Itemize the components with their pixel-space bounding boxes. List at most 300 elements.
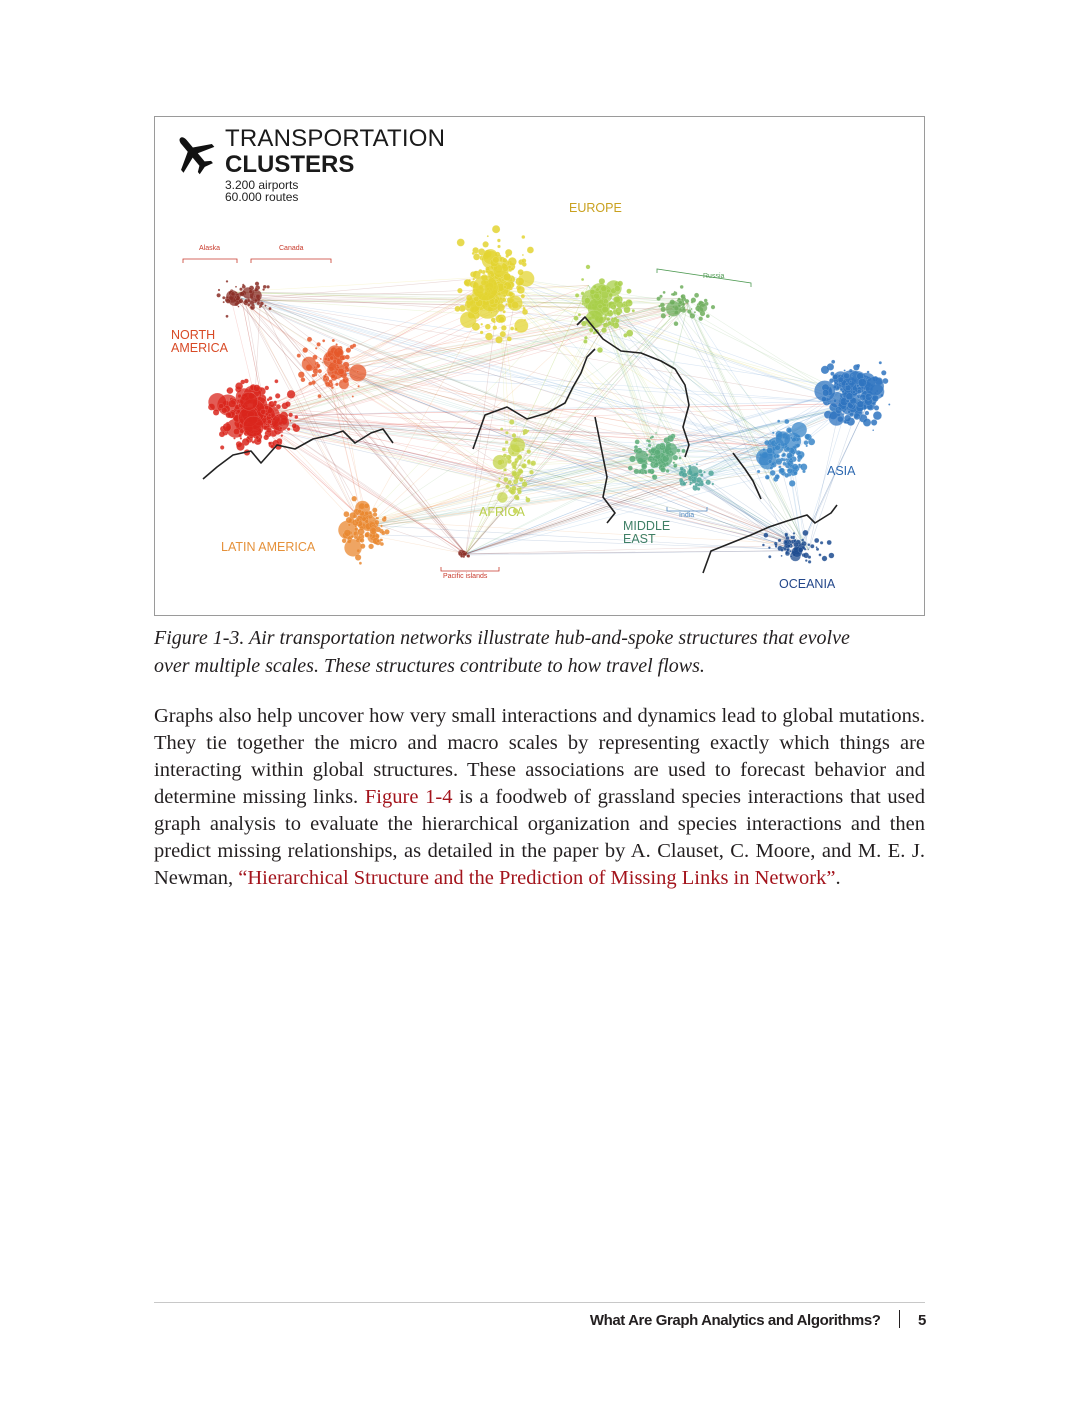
airport-node-asia bbox=[881, 370, 886, 375]
airport-node-india bbox=[708, 470, 714, 476]
figure-title-line2: CLUSTERS bbox=[225, 151, 355, 178]
airport-node-asia bbox=[865, 378, 867, 380]
airport-node-oceania bbox=[784, 541, 787, 544]
airport-node-europe-east bbox=[603, 299, 608, 304]
airport-node-alaska-canada bbox=[267, 285, 270, 288]
paragraph-text-3: . bbox=[835, 867, 841, 889]
airport-node-middle-east bbox=[643, 453, 645, 455]
airport-node-europe-east bbox=[582, 303, 584, 305]
airport-node-north-america-east bbox=[325, 373, 327, 375]
airport-node-asia-south bbox=[797, 454, 803, 460]
airport-node-latin-america bbox=[377, 540, 380, 543]
airport-node-middle-east bbox=[652, 475, 657, 480]
airport-node-asia bbox=[821, 366, 829, 374]
airport-node-india bbox=[682, 482, 686, 486]
airport-node-middle-east bbox=[673, 462, 675, 464]
airport-node-middle-east bbox=[646, 454, 649, 457]
airport-node-middle-east bbox=[673, 464, 677, 468]
route-edge bbox=[366, 534, 809, 550]
airport-node-asia bbox=[865, 393, 872, 400]
airport-node-asia-south bbox=[784, 419, 789, 424]
airport-node-europe bbox=[496, 279, 498, 281]
airport-node-india bbox=[680, 467, 684, 471]
airport-node-europe-east bbox=[603, 323, 608, 328]
airport-node-oceania bbox=[781, 549, 784, 552]
airport-node-europe bbox=[503, 273, 511, 281]
airport-node-oceania bbox=[775, 545, 777, 547]
airport-node-north-america bbox=[289, 420, 291, 422]
airport-node-russia bbox=[694, 293, 699, 298]
footer-separator bbox=[899, 1310, 901, 1328]
airport-node-latin-america bbox=[359, 562, 362, 565]
airport-node-asia bbox=[840, 388, 843, 391]
airport-node-north-america bbox=[261, 409, 266, 414]
airport-node-asia-south bbox=[792, 464, 798, 470]
airport-node-north-america bbox=[223, 423, 232, 432]
airport-node-asia-south bbox=[764, 440, 769, 445]
airport-node-europe-east bbox=[587, 296, 589, 298]
airport-node-asia-south bbox=[786, 447, 790, 451]
airport-node-north-america bbox=[276, 415, 278, 417]
airport-node-oceania bbox=[829, 553, 835, 559]
airport-node-alaska-canada bbox=[257, 302, 260, 305]
airport-node-asia-south bbox=[763, 448, 766, 451]
airport-node-latin-america bbox=[355, 554, 361, 560]
paragraph-text-2: is a foodweb of grassland species interactions that used graph analysis to evaluate the hierarchical organization and species interactions and then predict missing relationships, as detailed in the paper by A. Clauset, C. Moore, and M. E. J. Newman, bbox=[154, 786, 925, 889]
airport-node-europe-east bbox=[601, 328, 606, 333]
airport-node-middle-east bbox=[634, 469, 639, 474]
airport-node-latin-america bbox=[352, 496, 357, 501]
airport-node-middle-east bbox=[635, 450, 648, 463]
airport-node-north-america bbox=[213, 409, 219, 415]
airport-node-alaska-canada bbox=[231, 292, 235, 296]
airport-node-north-america bbox=[287, 428, 290, 431]
airport-node-oceania bbox=[808, 560, 811, 563]
airport-node-europe-east bbox=[618, 281, 623, 286]
airport-node-europe-east bbox=[609, 293, 613, 297]
airport-node-russia bbox=[682, 303, 685, 306]
airport-node-north-america bbox=[292, 423, 297, 428]
airport-node-europe-east bbox=[612, 306, 614, 308]
airport-node-alaska-canada bbox=[254, 299, 257, 302]
airport-node-oceania bbox=[789, 550, 791, 552]
airport-node-north-america-east bbox=[352, 344, 356, 348]
airport-node-asia bbox=[848, 411, 851, 414]
airport-node-latin-america bbox=[383, 516, 386, 519]
label-middle-east-line1: MIDDLE bbox=[623, 519, 671, 533]
airport-node-oceania bbox=[790, 555, 792, 557]
airport-node-asia bbox=[873, 411, 882, 420]
airport-node-oceania bbox=[816, 548, 819, 551]
airport-node-asia-south bbox=[778, 443, 781, 446]
airport-node-europe-east bbox=[599, 278, 605, 284]
airport-node-middle-east bbox=[670, 453, 672, 455]
airport-node-africa bbox=[531, 461, 536, 466]
airport-node-russia bbox=[699, 317, 703, 321]
airport-node-africa bbox=[514, 482, 516, 484]
airport-node-north-america bbox=[235, 382, 243, 390]
airport-node-north-america bbox=[240, 437, 242, 439]
airport-node-latin-america bbox=[354, 536, 357, 539]
label-asia: ASIA bbox=[827, 464, 856, 478]
airport-node-asia bbox=[844, 415, 851, 422]
airport-node-middle-east bbox=[635, 440, 640, 445]
airport-node-north-america bbox=[275, 379, 279, 383]
airport-node-alaska-canada bbox=[247, 299, 250, 302]
airport-node-europe-east bbox=[607, 289, 611, 293]
airport-node-north-america-east bbox=[298, 372, 304, 378]
airport-node-alaska-canada bbox=[259, 306, 261, 308]
airport-node-asia bbox=[845, 383, 848, 386]
airport-node-asia bbox=[857, 390, 861, 394]
airport-node-africa bbox=[522, 481, 528, 487]
airport-node-asia-south bbox=[806, 445, 808, 447]
airport-node-latin-america bbox=[354, 527, 358, 531]
airport-node-oceania bbox=[785, 533, 788, 536]
airport-node-asia-south bbox=[785, 458, 787, 460]
airport-node-europe-east bbox=[593, 331, 596, 334]
airport-node-europe-east bbox=[596, 288, 600, 292]
airport-node-africa bbox=[497, 492, 508, 503]
airport-node-europe bbox=[511, 267, 514, 270]
airport-node-north-america-east bbox=[325, 382, 330, 387]
airport-node-north-america bbox=[275, 393, 280, 398]
airport-node-north-america-east bbox=[322, 339, 325, 342]
airport-node-north-america-east bbox=[331, 374, 336, 379]
airport-node-asia bbox=[844, 373, 850, 379]
airport-node-asia bbox=[858, 378, 866, 386]
airport-node-latin-america bbox=[364, 503, 369, 508]
airport-node-europe bbox=[498, 292, 501, 295]
airport-node-asia bbox=[865, 377, 884, 396]
airport-node-africa bbox=[504, 474, 506, 476]
airport-node-europe-east bbox=[586, 265, 590, 269]
airport-node-europe bbox=[455, 306, 461, 312]
airport-node-africa bbox=[524, 459, 526, 461]
airport-node-north-america bbox=[236, 443, 244, 451]
airport-node-oceania bbox=[803, 553, 809, 559]
airport-node-north-america-east bbox=[318, 369, 322, 373]
airport-node-asia bbox=[845, 385, 851, 391]
airport-node-asia bbox=[843, 410, 845, 412]
label-latin-america: LATIN AMERICA bbox=[221, 540, 316, 554]
airport-node-north-america-east bbox=[352, 396, 354, 398]
airport-node-europe-east bbox=[574, 316, 579, 321]
airport-node-oceania bbox=[784, 547, 787, 550]
airport-node-asia-south bbox=[798, 464, 800, 466]
caption-line1: Figure 1-3. Air transportation networks illustrate hub-and-spoke structures that evolve bbox=[154, 627, 850, 649]
airport-node-india bbox=[697, 484, 700, 487]
figure-title-line1: TRANSPORTATION bbox=[225, 125, 446, 152]
airport-node-latin-america bbox=[350, 512, 357, 519]
airport-node-europe bbox=[503, 285, 506, 288]
airport-node-alaska-canada bbox=[222, 296, 225, 299]
airport-node-oceania bbox=[762, 544, 765, 547]
airport-node-europe bbox=[466, 295, 472, 301]
label-russia: Russia bbox=[703, 273, 725, 280]
airport-node-latin-america bbox=[351, 535, 354, 538]
airport-node-europe-east bbox=[623, 333, 627, 337]
airport-node-latin-america bbox=[358, 509, 362, 513]
airport-node-latin-america bbox=[360, 544, 365, 549]
airport-node-asia-south bbox=[804, 440, 809, 445]
label-oceania: OCEANIA bbox=[779, 577, 836, 591]
airport-node-latin-america bbox=[365, 511, 369, 515]
airport-node-asia bbox=[853, 403, 855, 405]
airport-node-north-america bbox=[281, 435, 283, 437]
airport-node-latin-america bbox=[365, 520, 369, 524]
airport-node-oceania bbox=[804, 542, 806, 544]
airport-node-middle-east bbox=[667, 435, 674, 442]
airport-node-latin-america bbox=[380, 525, 382, 527]
label-india: India bbox=[679, 512, 695, 519]
airport-node-asia bbox=[846, 393, 853, 400]
alaska-bracket bbox=[183, 259, 237, 263]
airport-node-asia-south bbox=[772, 432, 774, 434]
airport-node-europe bbox=[472, 252, 475, 255]
airport-node-oceania bbox=[798, 547, 803, 552]
airport-node-russia bbox=[678, 298, 681, 301]
airport-node-latin-america bbox=[358, 528, 365, 535]
airport-node-oceania bbox=[794, 542, 799, 547]
airport-node-russia bbox=[661, 307, 666, 312]
airport-node-asia bbox=[833, 386, 836, 389]
airport-node-russia bbox=[657, 297, 661, 301]
airport-node-asia bbox=[821, 397, 826, 402]
airport-node-europe-east bbox=[627, 289, 632, 294]
airport-node-alaska-canada bbox=[223, 301, 225, 303]
airport-node-russia bbox=[668, 316, 670, 318]
airport-node-asia bbox=[853, 364, 859, 370]
airport-node-north-america bbox=[220, 445, 224, 449]
airport-node-latin-america bbox=[348, 524, 351, 527]
airport-node-middle-east bbox=[655, 462, 659, 466]
airport-node-north-america bbox=[287, 390, 295, 398]
airport-node-europe bbox=[485, 324, 491, 330]
footer-divider bbox=[154, 1302, 925, 1303]
airport-node-middle-east bbox=[629, 456, 635, 462]
airport-node-africa bbox=[509, 487, 511, 489]
airport-node-asia bbox=[838, 377, 844, 383]
airport-node-asia-south bbox=[768, 460, 772, 464]
airport-node-middle-east bbox=[669, 450, 672, 453]
airport-node-europe-east bbox=[632, 309, 635, 312]
airport-node-middle-east bbox=[652, 461, 654, 463]
airport-node-india bbox=[696, 463, 698, 465]
airport-node-oceania bbox=[793, 540, 796, 543]
airport-node-alaska-canada bbox=[260, 302, 264, 306]
airport-node-europe-east bbox=[589, 328, 593, 332]
airport-node-russia bbox=[691, 308, 693, 310]
airport-node-oceania bbox=[820, 541, 823, 544]
airport-node-north-america bbox=[265, 386, 269, 390]
airport-node-middle-east bbox=[644, 471, 647, 474]
airport-node-middle-east bbox=[628, 466, 633, 471]
airport-node-alaska-canada bbox=[235, 296, 237, 298]
paper-link[interactable]: “Hierarchical Structure and the Prediction of Missing Links in Network” bbox=[238, 867, 836, 889]
route-edge bbox=[608, 319, 787, 451]
airport-node-india bbox=[703, 471, 705, 473]
airport-node-middle-east bbox=[651, 454, 653, 456]
airport-node-asia-south bbox=[784, 473, 789, 478]
airport-node-africa bbox=[512, 452, 515, 455]
airport-node-asia-south bbox=[770, 466, 773, 469]
airport-node-africa bbox=[497, 460, 503, 466]
airport-node-russia bbox=[680, 285, 684, 289]
airport-node-oceania bbox=[764, 533, 769, 538]
airport-node-middle-east bbox=[679, 457, 682, 460]
airport-node-europe bbox=[486, 266, 490, 270]
airport-node-north-america-east bbox=[357, 371, 359, 373]
airport-node-middle-east bbox=[648, 444, 651, 447]
routes-count: 60.000 routes bbox=[225, 190, 299, 204]
airport-node-middle-east bbox=[666, 454, 669, 457]
airport-node-pacific-islands bbox=[463, 552, 467, 556]
airport-node-latin-america bbox=[344, 511, 350, 517]
airport-node-africa bbox=[501, 456, 503, 458]
airport-node-north-america bbox=[267, 420, 271, 424]
airport-node-asia bbox=[840, 383, 842, 385]
transportation-clusters-figure bbox=[154, 116, 925, 616]
airport-node-africa bbox=[503, 468, 506, 471]
airport-node-europe bbox=[481, 323, 483, 325]
airport-node-north-america bbox=[219, 431, 225, 437]
airport-node-alaska-canada bbox=[254, 288, 258, 292]
airport-node-north-america bbox=[243, 416, 264, 437]
airport-node-north-america-east bbox=[307, 337, 312, 342]
airport-node-oceania bbox=[801, 539, 804, 542]
airport-node-india bbox=[712, 483, 714, 485]
airport-node-north-america bbox=[264, 435, 269, 440]
airport-node-europe bbox=[501, 277, 503, 279]
airport-node-middle-east bbox=[655, 449, 661, 455]
airport-node-europe bbox=[460, 312, 476, 328]
airport-node-europe bbox=[502, 298, 506, 302]
airport-node-asia bbox=[834, 382, 837, 385]
airport-node-middle-east bbox=[655, 432, 657, 434]
airport-node-asia-south bbox=[772, 462, 775, 465]
airport-node-india bbox=[706, 481, 708, 483]
figure-1-4-link[interactable]: Figure 1-4 bbox=[364, 786, 453, 808]
airport-node-middle-east bbox=[666, 469, 670, 473]
airport-node-europe-east bbox=[613, 296, 620, 303]
airport-node-europe bbox=[483, 241, 489, 247]
airport-node-oceania bbox=[768, 555, 771, 558]
airport-node-europe bbox=[522, 305, 524, 307]
airport-node-africa bbox=[506, 455, 511, 460]
airport-node-europe bbox=[457, 288, 462, 293]
airport-node-middle-east bbox=[682, 449, 686, 453]
airport-node-europe-east bbox=[615, 319, 619, 323]
airport-node-europe-east bbox=[616, 311, 620, 315]
airport-node-north-america-east bbox=[332, 339, 335, 342]
airport-node-europe-east bbox=[625, 304, 628, 307]
airport-node-africa bbox=[523, 429, 528, 434]
airport-node-asia-south bbox=[776, 454, 780, 458]
airport-node-asia bbox=[850, 380, 852, 382]
airport-node-alaska-canada bbox=[263, 285, 267, 289]
route-edge bbox=[466, 551, 803, 554]
airport-node-asia bbox=[867, 371, 870, 374]
airport-node-europe bbox=[514, 319, 528, 333]
airport-node-europe bbox=[497, 245, 500, 248]
airport-node-latin-america bbox=[372, 508, 377, 513]
airport-node-africa bbox=[529, 470, 533, 474]
airport-node-alaska-canada bbox=[239, 288, 242, 291]
airport-node-russia bbox=[694, 311, 696, 313]
airport-node-asia bbox=[829, 378, 834, 383]
airport-node-russia bbox=[678, 304, 681, 307]
airport-node-pacific-islands bbox=[460, 555, 463, 558]
airport-node-alaska-canada bbox=[249, 290, 253, 294]
airport-node-asia bbox=[828, 402, 830, 404]
airport-node-latin-america bbox=[370, 527, 377, 534]
airport-node-europe bbox=[499, 317, 505, 323]
airport-node-north-america-east bbox=[336, 364, 339, 367]
airport-node-asia-south bbox=[783, 462, 787, 466]
airport-node-asia bbox=[844, 370, 846, 372]
airport-node-africa bbox=[512, 465, 516, 469]
airport-node-north-america-east bbox=[345, 355, 350, 360]
airport-node-africa bbox=[502, 448, 506, 452]
airport-node-north-america-east bbox=[317, 342, 321, 346]
airport-node-europe-east bbox=[607, 317, 611, 321]
airport-node-oceania bbox=[768, 547, 770, 549]
airport-node-latin-america bbox=[370, 514, 372, 516]
airport-node-north-america-east bbox=[346, 348, 351, 353]
airport-node-africa bbox=[509, 419, 514, 424]
label-middle-east-line2: EAST bbox=[623, 532, 656, 546]
airport-node-europe bbox=[522, 235, 526, 239]
airport-node-europe-east bbox=[581, 278, 584, 281]
airport-node-europe-east bbox=[594, 293, 600, 299]
airport-node-europe-east bbox=[614, 286, 620, 292]
airport-node-oceania bbox=[786, 536, 790, 540]
airport-node-russia bbox=[685, 299, 689, 303]
airport-node-europe bbox=[501, 325, 506, 330]
airport-node-europe-east bbox=[598, 304, 603, 309]
airport-node-asia-south bbox=[791, 422, 807, 438]
airport-node-middle-east bbox=[673, 455, 678, 460]
airport-node-north-america-east bbox=[330, 356, 334, 360]
airport-node-europe bbox=[493, 257, 500, 264]
airport-node-asia bbox=[854, 413, 861, 420]
airport-node-russia bbox=[661, 313, 666, 318]
airport-node-asia-south bbox=[787, 468, 793, 474]
airport-node-africa bbox=[505, 441, 508, 444]
airport-node-russia bbox=[672, 293, 675, 296]
airport-node-north-america bbox=[267, 398, 270, 401]
airport-node-africa bbox=[512, 472, 517, 477]
airport-node-india bbox=[693, 476, 697, 480]
airport-node-africa bbox=[521, 463, 526, 468]
airport-node-north-america bbox=[227, 387, 234, 394]
airport-node-alaska-canada bbox=[226, 315, 229, 318]
airport-node-europe bbox=[468, 279, 471, 282]
body-paragraph bbox=[154, 703, 925, 892]
airport-node-europe bbox=[522, 309, 528, 315]
airport-node-africa bbox=[517, 490, 521, 494]
airport-node-asia-south bbox=[777, 420, 780, 423]
airport-node-latin-america bbox=[344, 539, 362, 557]
airport-node-india bbox=[693, 485, 695, 487]
airport-node-middle-east bbox=[661, 445, 664, 448]
airport-node-africa bbox=[519, 487, 522, 490]
airport-node-alaska-canada bbox=[242, 285, 246, 289]
airport-node-asia bbox=[833, 399, 836, 402]
airport-node-latin-america bbox=[369, 534, 372, 537]
airport-node-europe-east bbox=[578, 313, 581, 316]
